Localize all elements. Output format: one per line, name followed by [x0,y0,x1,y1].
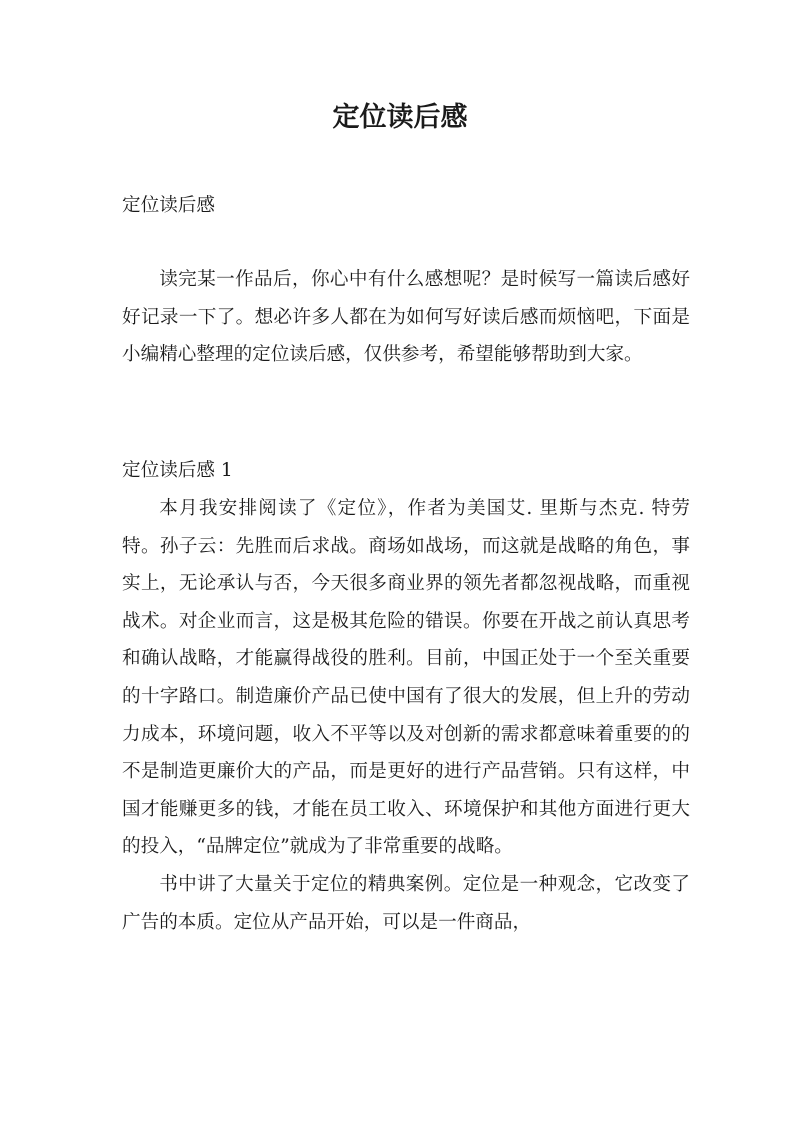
document-title: 定位读后感 [332,102,468,133]
body-paragraph: 本月我安排阅读了《定位》，作者为美国艾. 里斯与杰克. 特劳特。孙子云：先胜而后求战。商场如战场，而这就是战略的角色，事实上，无论承认与否，今天很多商业界的领先者都忽视战略，而重视战术。对企业而言，这是极其危险的错误。你要在开战之前认真思考和确认战略，才能赢得战役的胜利。目前，中国正处于一个至关重要的十字路口。制造廉价产品已使中国有了很大的发展，但上升的劳动力成本，环境问题，收入不平等以及对创新的需求都意味着重要的的不是制造更廉价大的产品，而是更好的进行产品营销。只有这样，中国才能赚更多的钱，才能在员工收入、环境保护和其他方面进行更大的投入，“品牌定位”就成为了非常重要的战略。 [122,498,690,858]
document-subtitle: 定位读后感 [122,195,215,216]
intro-paragraph: 读完某一作品后，你心中有什么感想呢？是时候写一篇读后感好好记录一下了。想必许多人都在为如何写好读后感而烦恼吧，下面是小编精心整理的定位读后感，仅供参考，希望能够帮助到大家。 [122,269,690,366]
section-body [122,490,690,941]
body-paragraph: 书中讲了大量关于定位的精典案例。定位是一种观念，它改变了广告的本质。定位从产品开始，可以是一件商品， [122,873,690,933]
section-heading: 定位读后感 1 [122,460,233,481]
